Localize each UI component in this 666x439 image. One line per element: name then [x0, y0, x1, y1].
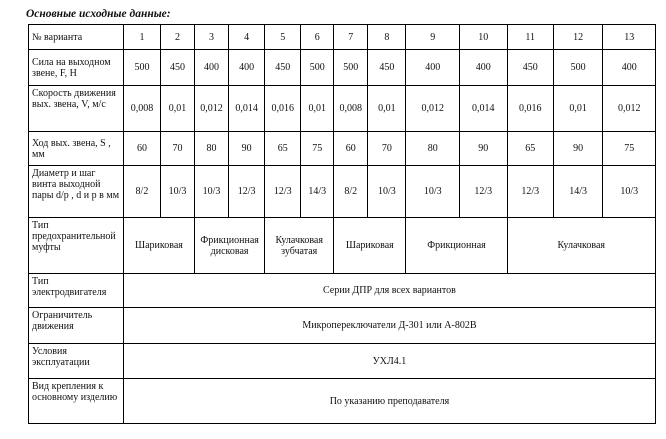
conditions-cell: УХЛ4.1: [123, 344, 655, 379]
stroke-cell: 70: [161, 132, 195, 166]
table-row-stroke: [29, 132, 656, 166]
variant-cell: 9: [406, 25, 460, 50]
force-cell: 400: [406, 50, 460, 86]
stroke-cell: 80: [195, 132, 229, 166]
motor-label: Тип электродвигателя: [29, 274, 124, 308]
table-row-conditions: [29, 344, 656, 379]
variant-cell: 8: [368, 25, 406, 50]
screw-cell: 10/3: [406, 166, 460, 218]
variant-cell: 11: [507, 25, 553, 50]
screw-cell: 10/3: [195, 166, 229, 218]
screw-cell: 12/3: [265, 166, 301, 218]
stroke-cell: 65: [507, 132, 553, 166]
force-cell: 400: [603, 50, 656, 86]
speed-cell: 0,012: [603, 86, 656, 132]
stroke-cell: 90: [229, 132, 265, 166]
force-cell: 450: [507, 50, 553, 86]
speed-cell: 0,014: [229, 86, 265, 132]
variant-cell: 7: [334, 25, 368, 50]
table-row-motor: [29, 274, 656, 308]
stroke-cell: 75: [603, 132, 656, 166]
speed-cell: 0,014: [460, 86, 507, 132]
screw-cell: 10/3: [368, 166, 406, 218]
stroke-cell: 90: [460, 132, 507, 166]
table-row-clutch: [29, 218, 656, 274]
speed-cell: 0,008: [123, 86, 160, 132]
screw-cell: 14/3: [301, 166, 334, 218]
table-row-variant: [29, 25, 656, 50]
speed-cell: 0,008: [334, 86, 368, 132]
variant-cell: 13: [603, 25, 656, 50]
force-cell: 400: [229, 50, 265, 86]
stroke-cell: 70: [368, 132, 406, 166]
screw-cell: 12/3: [507, 166, 553, 218]
stroke-cell: 75: [301, 132, 334, 166]
table-row-force: [29, 50, 656, 86]
speed-cell: 0,01: [301, 86, 334, 132]
stroke-cell: 60: [123, 132, 160, 166]
stroke-cell: 90: [553, 132, 603, 166]
force-cell: 500: [123, 50, 160, 86]
speed-label: Скорость движения вых. звена, V, м/с: [29, 86, 124, 132]
speed-cell: 0,01: [368, 86, 406, 132]
table-row-limiter: [29, 308, 656, 344]
screw-cell: 14/3: [553, 166, 603, 218]
force-cell: 500: [334, 50, 368, 86]
speed-cell: 0,016: [265, 86, 301, 132]
table-row-mount: [29, 379, 656, 424]
table-row-speed: [29, 86, 656, 132]
force-cell: 450: [368, 50, 406, 86]
clutch-cell: Кулачковая зубчатая: [265, 218, 334, 274]
stroke-cell: 65: [265, 132, 301, 166]
screw-cell: 12/3: [229, 166, 265, 218]
clutch-label: Тип предохранительной муфты: [29, 218, 124, 274]
variant-cell: 4: [229, 25, 265, 50]
stroke-cell: 60: [334, 132, 368, 166]
force-cell: 400: [460, 50, 507, 86]
variant-label: № варианта: [29, 25, 124, 50]
force-cell: 450: [265, 50, 301, 86]
mount-cell: По указанию преподавателя: [123, 379, 655, 424]
screw-cell: 10/3: [603, 166, 656, 218]
variant-cell: 5: [265, 25, 301, 50]
force-cell: 500: [553, 50, 603, 86]
force-cell: 450: [161, 50, 195, 86]
stroke-label: Ход вых. звена, S , мм: [29, 132, 124, 166]
table-row-screw: [29, 166, 656, 218]
variant-cell: 1: [123, 25, 160, 50]
motor-cell: Серии ДПР для всех вариантов: [123, 274, 655, 308]
variant-cell: 3: [195, 25, 229, 50]
stroke-cell: 80: [406, 132, 460, 166]
screw-cell: 12/3: [460, 166, 507, 218]
variant-cell: 10: [460, 25, 507, 50]
source-data-table: [28, 24, 656, 424]
clutch-cell: Шариковая: [123, 218, 194, 274]
section-heading: Основные исходные данные:: [26, 8, 171, 20]
force-cell: 500: [301, 50, 334, 86]
force-cell: 400: [195, 50, 229, 86]
speed-cell: 0,01: [161, 86, 195, 132]
clutch-cell: Фрикционная: [406, 218, 507, 274]
limiter-cell: Микропереключатели Д-301 или А-802В: [123, 308, 655, 344]
speed-cell: 0,016: [507, 86, 553, 132]
clutch-cell: Шариковая: [334, 218, 406, 274]
clutch-cell: Фрикционная дисковая: [195, 218, 265, 274]
force-label: Сила на выходном звене, F, Н: [29, 50, 124, 86]
mount-label: Вид крепления к основному изделию: [29, 379, 124, 424]
screw-cell: 10/3: [161, 166, 195, 218]
screw-cell: 8/2: [123, 166, 160, 218]
variant-cell: 6: [301, 25, 334, 50]
limiter-label: Ограничитель движения: [29, 308, 124, 344]
variant-cell: 2: [161, 25, 195, 50]
clutch-cell: Кулачковая: [507, 218, 656, 274]
speed-cell: 0,012: [406, 86, 460, 132]
conditions-label: Условия эксплуатации: [29, 344, 124, 379]
speed-cell: 0,012: [195, 86, 229, 132]
speed-cell: 0,01: [553, 86, 603, 132]
screw-label: Диаметр и шаг винта выходной пары d/p , d и p в мм: [29, 166, 124, 218]
variant-cell: 12: [553, 25, 603, 50]
screw-cell: 8/2: [334, 166, 368, 218]
